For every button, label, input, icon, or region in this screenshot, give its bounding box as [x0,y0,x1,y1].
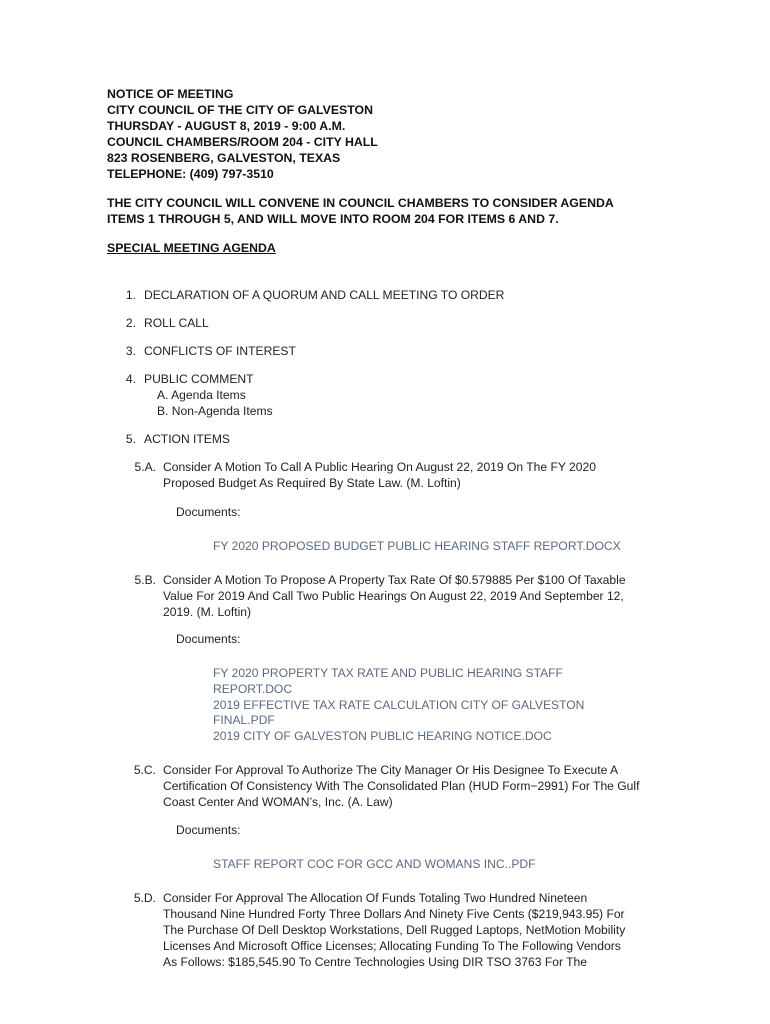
item-number: 5.A. [134,460,156,474]
item-text: Consider A Motion To Propose A Property Tax Rate Of $0.579885 Per $100 Of Taxable [163,573,626,587]
document-link[interactable]: STAFF REPORT COC FOR GCC AND WOMANS INC..PDF [213,857,536,871]
document-link[interactable]: FY 2020 PROPOSED BUDGET PUBLIC HEARING STAFF REPORT.DOCX [213,539,621,553]
document-link[interactable]: 2019 EFFECTIVE TAX RATE CALCULATION CITY OF GALVESTON [213,698,585,712]
item-text: Licenses And Microsoft Office Licenses; Allocating Funding To The Following Vendors [163,939,621,953]
document-link[interactable]: 2019 CITY OF GALVESTON PUBLIC HEARING NOTICE.DOC [213,729,552,743]
convene-line: THE CITY COUNCIL WILL CONVENE IN COUNCIL CHAMBERS TO CONSIDER AGENDA [107,196,614,210]
item-text: 2019. (M. Loftin) [163,605,252,619]
item-text: Proposed Budget As Required By State Law. (M. Loftin) [163,476,461,490]
item-text: As Follows: $185,545.90 To Centre Technologies Using DIR TSO 3763 For The [163,955,587,969]
item-text: Thousand Nine Hundred Forty Three Dollars And Ninety Five Cents ($219,943.95) For [163,907,625,921]
item-text: Consider For Approval To Authorize The City Manager Or His Designee To Execute A [163,763,619,777]
header-council: CITY COUNCIL OF THE CITY OF GALVESTON [107,103,373,117]
sub-item: A. Agenda Items [157,388,246,402]
document-link[interactable]: FY 2020 PROPERTY TAX RATE AND PUBLIC HEARING STAFF [213,666,563,680]
item-number: 5. [125,432,136,446]
item-text: Consider A Motion To Call A Public Hearing On August 22, 2019 On The FY 2020 [163,460,596,474]
header-notice: NOTICE OF MEETING [107,87,234,101]
agenda-title: SPECIAL MEETING AGENDA [107,241,276,255]
meeting-header [107,86,378,182]
documents-label: Documents: [176,823,241,837]
item-text: Value For 2019 And Call Two Public Hearings On August 22, 2019 And September 12, [163,589,624,603]
item-text: DECLARATION OF A QUORUM AND CALL MEETING TO ORDER [144,288,505,302]
header-telephone: TELEPHONE: (409) 797-3510 [107,167,274,181]
header-location: COUNCIL CHAMBERS/ROOM 204 - CITY HALL [107,135,378,149]
item-text: Coast Center And WOMAN’s, Inc. (A. Law) [163,795,393,809]
convene-notice [107,195,647,227]
item-number: 3. [125,344,136,358]
item-number: 5.C. [133,763,156,777]
item-text: Certification Of Consistency With The Consolidated Plan (HUD Form−2991) For The Gulf [163,779,640,793]
item-number: 5.D. [133,891,156,905]
document-link[interactable]: REPORT.DOC [213,682,293,696]
sub-item: B. Non-Agenda Items [157,404,273,418]
item-number: 1. [125,288,136,302]
document-link[interactable]: FINAL.PDF [213,713,275,727]
header-date: THURSDAY - AUGUST 8, 2019 - 9:00 A.M. [107,119,346,133]
item-text: The Purchase Of Dell Desktop Workstations, Dell Rugged Laptops, NetMotion Mobility [163,923,626,937]
item-text: ACTION ITEMS [144,432,231,446]
convene-line: ITEMS 1 THROUGH 5, AND WILL MOVE INTO ROOM 204 FOR ITEMS 6 AND 7. [107,212,559,226]
item-text: PUBLIC COMMENT [144,372,254,386]
item-text: ROLL CALL [144,316,209,330]
item-number: 5.B. [134,573,156,587]
item-text: Consider For Approval The Allocation Of Funds Totaling Two Hundred Nineteen [163,891,588,905]
documents-label: Documents: [176,632,241,646]
item-text: CONFLICTS OF INTEREST [144,344,296,358]
header-address: 823 ROSENBERG, GALVESTON, TEXAS [107,151,341,165]
documents-label: Documents: [176,505,241,519]
item-number: 4. [125,372,136,386]
item-number: 2. [125,316,136,330]
